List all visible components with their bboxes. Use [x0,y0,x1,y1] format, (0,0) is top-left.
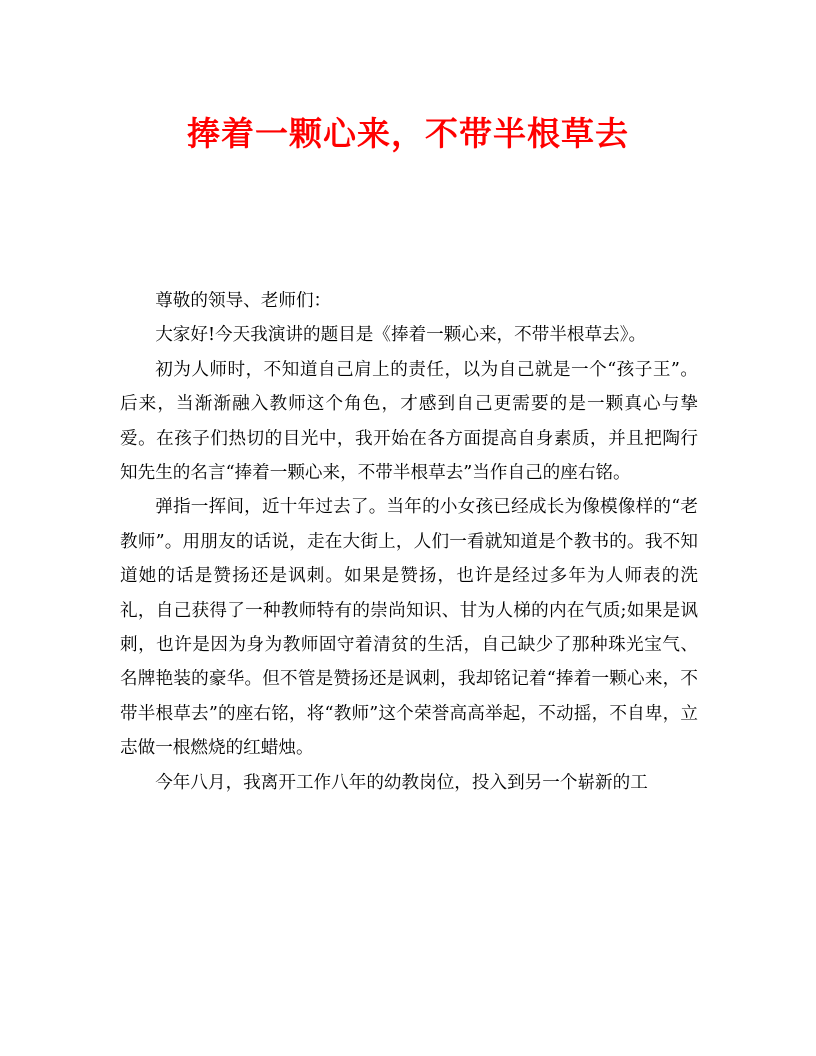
document-title: 捧着一颗心来，不带半根草去 [187,114,629,153]
paragraph-decade: 弹指一挥间，近十年过去了。当年的小女孩已经成长为像模像样的“老教师”。用朋友的话说，走在大街上，人们一看就知道是个教书的。我不知道她的话是赞扬还是讽刺。如果是赞扬，也许是经过多年为人师表的洗礼，自己获得了一种教师特有的崇尚知识、甘为人梯的内在气质;如果是讽刺，也许是因为身为教师固守着清贫的生活，自己缺少了那种珠光宝气、名牌艳装的豪华。但不管是赞扬还是讽刺，我却铭记着“捧着一颗心来，不带半根草去”的座右铭，将“教师”这个荣誉高高举起，不动摇，不自卑，立志做一根燃烧的红蜡烛。 [120,497,698,759]
paragraph-august: 今年八月，我离开工作八年的幼教岗位，投入到另一个崭新的工 [155,772,648,793]
paragraph-salutation: 尊敬的领导、老师们： [155,291,332,311]
paragraph-early-years: 初为人师时，不知道自己肩上的责任，以为自己就是一个“孩子王”。后来，当渐渐融入教师这个角色，才感到自己更需要的是一颗真心与挚爱。在孩子们热切的目光中，我开始在各方面提高自身素质，并且把陶行知先生的名言“捧着一颗心来，不带半根草去”当作自己的座右铭。 [120,359,698,484]
document-body [120,284,698,800]
paragraph-greeting: 大家好!今天我演讲的题目是《捧着一颗心来，不带半根草去》。 [155,325,647,346]
